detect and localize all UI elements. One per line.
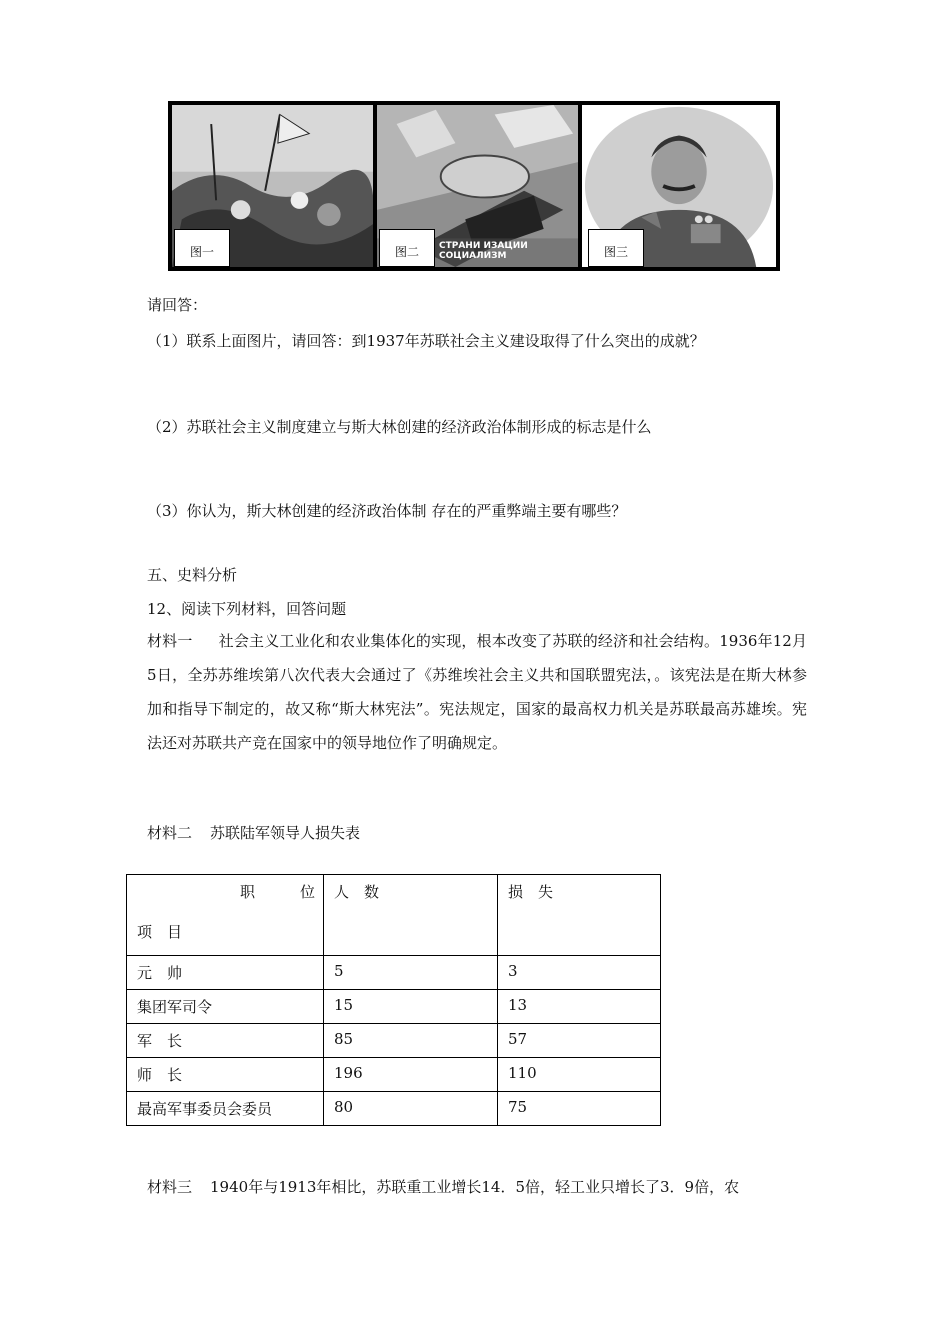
row-item: 最高军事委员会委员 xyxy=(127,1092,324,1126)
row-loss: 13 xyxy=(498,990,661,1024)
material-2-label: 材料二 xyxy=(147,824,193,842)
table-row xyxy=(127,990,661,1024)
material-2 xyxy=(147,822,360,843)
section-title: 五、史料分析 xyxy=(147,566,238,584)
header-count: 人 数 xyxy=(324,875,498,956)
row-count: 15 xyxy=(324,990,498,1024)
row-loss: 75 xyxy=(498,1092,661,1126)
material-2-title: 苏联陆军领导人损失表 xyxy=(210,824,361,842)
row-loss: 3 xyxy=(498,956,661,990)
table-header-row xyxy=(127,875,661,956)
question-12: 12、阅读下列材料，回答问题 xyxy=(147,600,347,618)
row-item: 集团军司令 xyxy=(127,990,324,1024)
figure-1-caption: 图一 xyxy=(174,229,230,267)
row-item: 师 长 xyxy=(127,1058,324,1092)
material-1-text: 社会主义工业化和农业集体化的实现，根本改变了苏联的经济和社会结构。1936年12月5日，全苏苏维埃第八次代表大会通过了《苏维埃社会主义共和国联盟宪法，。该宪法是在斯大林参加和指导下制定的，故又称“斯大林宪法”。宪法规定，国家的最高权力机关是苏联最高苏雄埃。宪法还对苏联共产竞在国家中的领导地位作了明确规定。 xyxy=(147,632,807,752)
header-loss: 损 失 xyxy=(498,875,661,956)
table-row xyxy=(127,1058,661,1092)
table-row xyxy=(127,1024,661,1058)
row-count: 5 xyxy=(324,956,498,990)
material-3-label: 材料三 xyxy=(147,1178,193,1196)
row-count: 196 xyxy=(324,1058,498,1092)
table-row xyxy=(127,1092,661,1126)
header-item: 项 目 xyxy=(137,923,183,941)
figure-3-portrait xyxy=(582,105,776,267)
table-row xyxy=(127,956,661,990)
row-item: 军 长 xyxy=(127,1024,324,1058)
figure-strip xyxy=(168,101,780,271)
question-2: （2）苏联社会主义制度建立与斯大林创建的经济政治体制形成的标志是什么 xyxy=(147,418,652,436)
header-position: 职 位 xyxy=(239,883,315,901)
header-position-item xyxy=(127,875,324,956)
figure-2-caption: 图二 xyxy=(379,229,435,267)
figure-3-caption: 图三 xyxy=(588,229,644,267)
figure-2-poster xyxy=(377,105,582,267)
figure-1-photo xyxy=(172,105,377,267)
row-loss: 110 xyxy=(498,1058,661,1092)
row-count: 85 xyxy=(324,1024,498,1058)
material-3-text: 1940年与1913年相比，苏联重工业增长14．5倍，轻工业只增长了3．9倍，农 xyxy=(210,1178,740,1196)
army-losses-table xyxy=(126,874,661,1126)
question-1: （1）联系上面图片，请回答：到1937年苏联社会主义建设取得了什么突出的成就？ xyxy=(147,332,705,350)
questions-intro: 请回答： xyxy=(147,296,208,314)
figure-2-poster-text: СТРАНИ ИЗАЦИИ СОЦИАЛИЗМ xyxy=(439,241,528,261)
row-count: 80 xyxy=(324,1092,498,1126)
row-item: 元 帅 xyxy=(127,956,324,990)
question-3: （3）你认为，斯大林创建的经济政治体制 存在的严重弊端主要有哪些？ xyxy=(147,502,627,520)
row-loss: 57 xyxy=(498,1024,661,1058)
material-3 xyxy=(147,1176,739,1197)
material-1-label: 材料一 xyxy=(147,632,193,650)
material-1 xyxy=(147,624,807,760)
